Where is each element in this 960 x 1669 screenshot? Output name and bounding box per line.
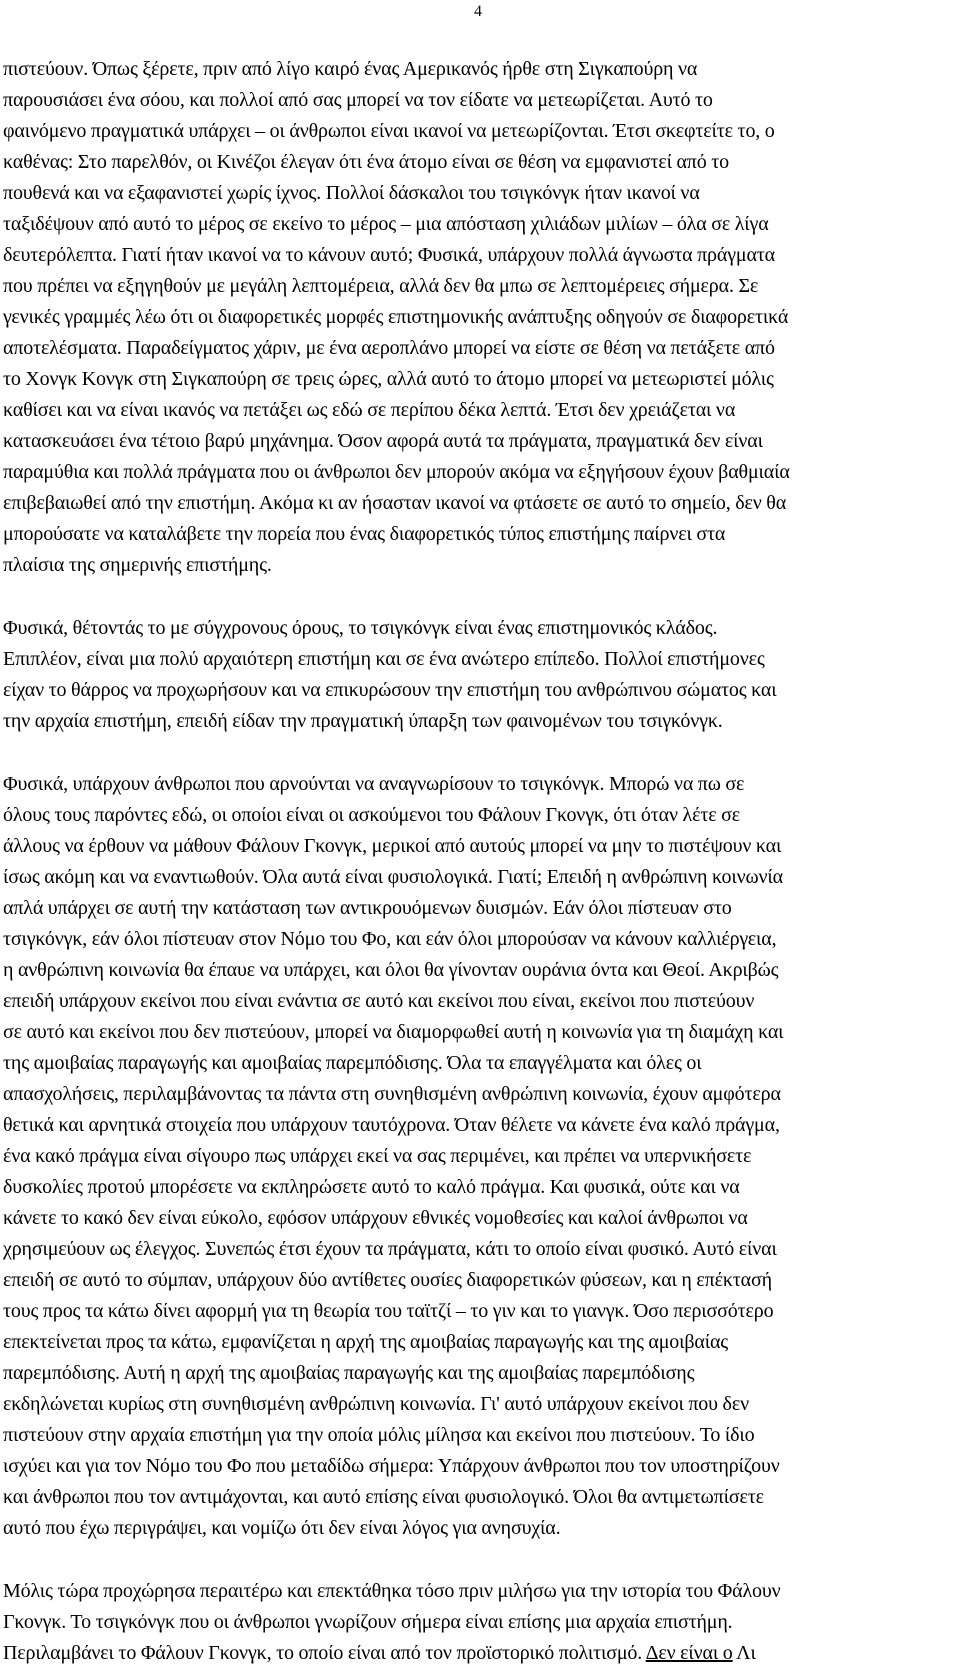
text-line: απλά υπάρχει σε αυτή την κατάσταση των αντικρουόμενων δυισμών. Εάν όλοι πίστευαν στο [3,897,732,919]
text-line: άλλους να έρθουν να μάθουν Φάλουν Γκονγκ, μερικοί από αυτούς μπορεί να μην το πιστέψουν και [3,835,782,857]
text-line: είχαν το θάρρος να προχωρήσουν και να επικυρώσουν την επιστήμη του ανθρώπινου σώματος και [3,679,777,701]
paragraph-2 [3,613,960,737]
text-line: πιστεύουν στην αρχαία επιστήμη για την οποία μόλις μίλησα και εκείνοι που πιστεύουν. Το ίδιο [3,1424,755,1446]
text-line: ίσως ακόμη και να εναντιωθούν. Όλα αυτά είναι φυσιολογικά. Γιατί; Επειδή η ανθρώπινη κοινωνία [3,866,783,888]
text-line: Μόλις τώρα προχώρησα περαιτέρω και επεκτάθηκα τόσο πριν μιλήσω για την ιστορία του Φάλουν [3,1580,781,1602]
paragraph-3 [3,769,960,1544]
underlined-text: Δεν είναι ο [645,1642,733,1664]
paragraph-4 [3,1576,960,1669]
text-line: πιστεύουν. Όπως ξέρετε, πριν από λίγο καιρό ένας Αμερικανός ήρθε στη Σιγκαπούρη να [3,58,698,80]
text-line: που πρέπει να εξηγηθούν με μεγάλη λεπτομέρεια, αλλά δεν θα μπω σε λεπτομέρειες σήμερα. Σε [3,275,759,297]
text-line: παρεμπόδισης. Αυτή η αρχή της αμοιβαίας παραγωγής και της αμοιβαίας παρεμπόδισης [3,1362,695,1384]
text-line: χρησιμεύουν ως έλεγχος. Συνεπώς έτσι έχουν τα πράγματα, κάτι το οποίο είναι φυσικό. Αυτό είναι [3,1238,777,1260]
text-line: κατασκευάσει ένα τέτοιο βαρύ μηχάνημα. Όσον αφορά αυτά τα πράγματα, πραγματικά δεν είναι [3,430,763,452]
page-number: 4 [474,3,482,20]
text-line: δευτερόλεπτα. Γιατί ήταν ικανοί να το κάνουν αυτό; Φυσικά, υπάρχουν πολλά άγνωστα πράγματα [3,244,776,266]
text-line: καθίσει και να είναι ικανός να πετάξει ως εδώ σε περίπου δέκα λεπτά. Έτσι δεν χρειάζεται να [3,399,736,421]
text-line: Επιπλέον, είναι μια πολύ αρχαιότερη επιστήμη και σε ένα ανώτερο επίπεδο. Πολλοί επιστήμονες [3,648,765,670]
text-line: μπορούσατε να καταλάβετε την πορεία που ένας διαφορετικός τύπος επιστήμης παίρνει στα [3,523,726,545]
text-line: τσιγκόνγκ, εάν όλοι πίστευαν στον Νόμο του Φο, και εάν όλοι μπορούσαν να κάνουν καλλιέργεια, [3,928,777,950]
text-line: αποτελέσματα. Παραδείγματος χάριν, με ένα αεροπλάνο μπορεί να είστε σε θέση να πετάξετε από [3,337,775,359]
text-line: επειδή σε αυτό το σύμπαν, υπάρχουν δύο αντίθετες ουσίες διαφορετικών φύσεων, και η επέκτασή [3,1269,772,1291]
text-line: φαινόμενο πραγματικά υπάρχει – οι άνθρωποι είναι ικανοί να μετεωρίζονται. Έτσι σκεφτείτε το, ο [3,120,775,142]
text-line: πλαίσια της σημερινής επιστήμης. [3,554,272,576]
text-line: ισχύει και για τον Νόμο του Φο που μεταδίδω σήμερα: Υπάρχουν άνθρωποι που τον υποστηρίζουν [3,1455,780,1477]
text-line: παραμύθια και πολλά πράγματα που οι άνθρωποι δεν μπορούν ακόμα να εξηγήσουν έχουν βαθμιαία [3,461,790,483]
text-line: Φυσικά, θέτοντάς το με σύγχρονους όρους, το τσιγκόνγκ είναι ένας επιστημονικός κλάδος. [3,617,718,639]
text-line: γενικές γραμμές λέω ότι οι διαφορετικές μορφές επιστημονικής ανάπτυξης οδηγούν σε διαφορετικά [3,306,789,328]
text-line: την αρχαία επιστήμη, επειδή είδαν την πραγματική ύπαρξη των φαινομένων του τσιγκόνγκ. [3,710,723,732]
paragraph-1 [3,54,960,581]
text-line: ταξιδέψουν από αυτό το μέρος σε εκείνο το μέρος – μια απόσταση χιλιάδων μιλίων – όλα σε λίγα [3,213,769,235]
text-line: τους προς τα κάτω δίνει αφορμή για τη θεωρία του ταϊτζί – το γιν και το γιανγκ. Όσο περισσότερο [3,1300,774,1322]
text-line: σε αυτό και εκείνοι που δεν πιστεύουν, μπορεί να διαμορφωθεί αυτή η κοινωνία για τη διαμάχη και [3,1021,784,1043]
text-segment: Περιλαμβάνει το Φάλουν Γκονγκ, το οποίο είναι από τον προϊστορικό πολιτισμό. [3,1642,646,1664]
text-line: πουθενά και να εξαφανιστεί χωρίς ίχνος. Πολλοί δάσκαλοι του τσιγκόνγκ ήταν ικανοί να [3,182,700,204]
text-segment: Λι [732,1642,756,1664]
text-line: η ανθρώπινη κοινωνία θα έπαυε να υπάρχει, και όλοι θα γίνονταν ουράνια όντα και Θεοί. Ακριβώς [3,959,779,981]
text-line: Γκονγκ. Το τσιγκόνγκ που οι άνθρωποι γνωρίζουν σήμερα είναι επίσης μια αρχαία επιστήμη. [3,1611,733,1633]
text-line: Φυσικά, υπάρχουν άνθρωποι που αρνούνται να αναγνωρίσουν το τσιγκόνγκ. Μπορώ να πω σε [3,773,745,795]
text-line: ένα κακό πράγμα είναι σίγουρο πως υπάρχει εκεί να σας περιμένει, και πρέπει να υπερνικήσετε [3,1145,752,1167]
text-line: και άνθρωποι που τον αντιμάχονται, και αυτό επίσης είναι φυσιολογικό. Όλοι θα αντιμετωπίσετε [3,1486,764,1508]
text-line: επεκτείνεται προς τα κάτω, εμφανίζεται η αρχή της αμοιβαίας παραγωγής και της αμοιβαίας [3,1331,729,1353]
text-line: της αμοιβαίας παραγωγής και αμοιβαίας παρεμπόδισης. Όλα τα επαγγέλματα και όλες οι [3,1052,702,1074]
text-line-last [3,1638,960,1669]
text-line: παρουσιάσει ένα σόου, και πολλοί από σας μπορεί να τον είδατε να μετεωρίζεται. Αυτό το [3,89,713,111]
document-body [3,54,960,1669]
text-line: καθένας: Στο παρελθόν, οι Κινέζοι έλεγαν ότι ένα άτομο είναι σε θέση να εμφανιστεί από το [3,151,729,173]
text-line: θετικά και αρνητικά στοιχεία που υπάρχουν ταυτόχρονα. Όταν θέλετε να κάνετε ένα καλό πράγμα, [3,1114,780,1136]
text-line: το Χονγκ Κονγκ στη Σιγκαπούρη σε τρεις ώρες, αλλά αυτό το άτομο μπορεί να μετεωριστεί μόλις [3,368,774,390]
text-line: κάνετε το κακό δεν είναι εύκολο, εφόσον υπάρχουν εθνικές νομοθεσίες και καλοί άνθρωποι να [3,1207,748,1229]
text-line: δυσκολίες προτού μπορέσετε να εκπληρώσετε αυτό το καλό πράγμα. Και φυσικά, ούτε και να [3,1176,740,1198]
text-line: απασχολήσεις, περιλαμβάνοντας τα πάντα στη συνηθισμένη ανθρώπινη κοινωνία, έχουν αμφότερα [3,1083,781,1105]
text-line: επειδή υπάρχουν εκείνοι που είναι ενάντια σε αυτό και εκείνοι που είναι, εκείνοι που πιστεύουν [3,990,755,1012]
text-line: εκδηλώνεται κυρίως στη συνηθισμένη ανθρώπινη κοινωνία. Γι' αυτό υπάρχουν εκείνοι που δεν [3,1393,749,1415]
text-line: επιβεβαιωθεί από την επιστήμη. Ακόμα κι αν ήσασταν ικανοί να φτάσετε σε αυτό το σημείο, δεν θα [3,492,787,514]
text-line: αυτό που έχω περιγράψει, και νομίζω ότι δεν είναι λόγος για ανησυχία. [3,1517,561,1539]
text-line: όλους τους παρόντες εδώ, οι οποίοι είναι οι ασκούμενοι του Φάλουν Γκονγκ, ότι όταν λέτε σε [3,804,740,826]
